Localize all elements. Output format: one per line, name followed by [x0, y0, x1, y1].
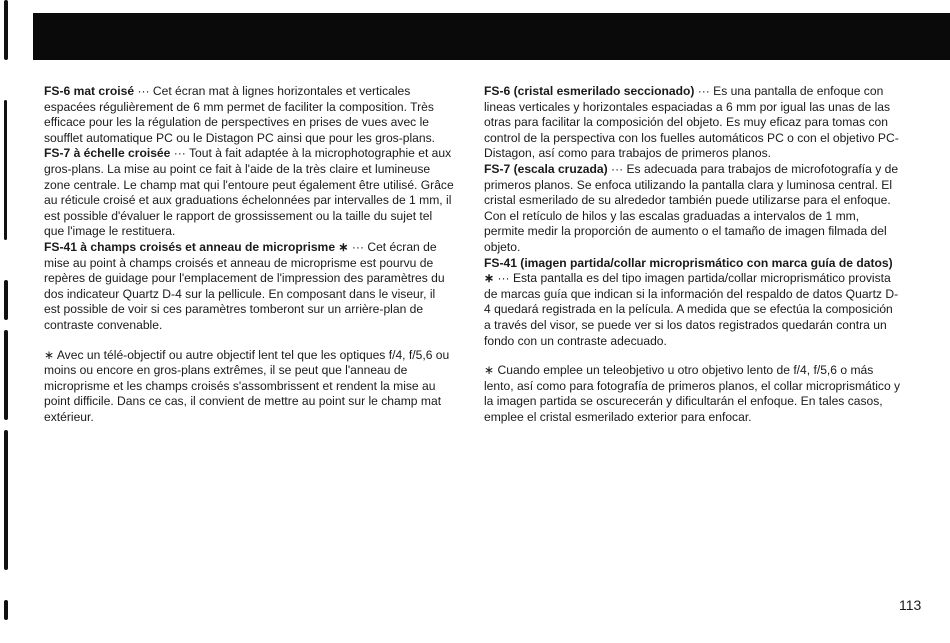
term: FS-7 à échelle croisée: [44, 146, 171, 161]
term: FS-41 à champs croisés et anneau de microprisme ∗: [44, 239, 349, 254]
term: FS-7 (escala cruzada): [484, 161, 608, 176]
description: ··· Cet écran mat à lignes horizontales et verticales espacées régulièrement de 6 mm permet de faciliter la composition. Très efficace pour les la régulation de perspectives en prises de vues avec le soufflet automatique PC ou le Distagon PC ainsi que pour les gros-plans.: [44, 84, 436, 145]
entry-fs7-es: [484, 162, 902, 256]
entry-fs7-fr: [44, 146, 454, 240]
description: ··· Cet écran de mise au point à champs croisés et anneau de microprisme est pourvu de repères de guidage pour l'emplacement de l'impression des paramètres du dos indicateur Quartz D-4 sur la pellicule. En composant dans le viseur, il est possible de voir si ces paramètres tomberont sur un arrière-plan de contraste convenable.: [44, 239, 445, 332]
page-number: 113: [899, 597, 922, 613]
entry-fs6-fr: [44, 84, 454, 146]
term: FS-6 mat croisé: [44, 84, 135, 98]
description: ··· Esta pantalla es del tipo imagen partida/collar microprismático provista de marcas guía que indican si la información del respaldo de datos Quartz D-4 quedará registrada en la película. A medida que se efectúa la composición a través del visor, se puede ver si los datos registrados quedarán contra un fondo con un contraste adecuado.: [484, 271, 899, 348]
header-bar: [33, 13, 950, 60]
entry-fs41-es: [484, 256, 902, 350]
term: FS-41 (imagen partida/collar microprismático con marca guía de datos) ∗: [484, 255, 893, 286]
entry-fs6-es: [484, 84, 902, 162]
term: FS-6 (cristal esmerilado seccionado): [484, 84, 695, 98]
spanish-column: [484, 84, 902, 425]
footnote-fr: ∗ Avec un télé-objectif ou autre objectif lent tel que les optiques f/4, f/5,6 ou moins ou encore en gros-plans extrêmes, il se peut que l'anneau de microprisme et les champs croisés s'assombrissent et rendent la mise au point difficile. Dans ce cas, il convient de mettre au point sur le champ mat extérieur.: [44, 347, 450, 424]
footnote-es: ∗ Cuando emplee un teleobjetivo u otro objetivo lento de f/4, f/5,6 o más lento, así como para fotografía de primeros planos, el collar microprismático y la imagen partida se oscurecerán y dificultarán el enfoque. En tales casos, emplee el cristal esmerilado exterior para enfocar.: [484, 363, 901, 424]
description: ··· Es adecuada para trabajos de microfotografía y de primeros planos. Se enfoca utilizando la pantalla clara y luminosa central. El cristal esmerilado de su alrededor también puede utilizarse para el enfoque. Con el retículo de hilos y las escalas graduadas a intervalos de 1 mm, permite medir la proporción de aumento o el tamaño de imagen filmada del objeto.: [484, 161, 899, 254]
description: ··· Tout à fait adaptée à la microphotographie et aux gros-plans. La mise au point ce fait à l'aide de la très claire et lumineuse zone centrale. Le champ mat qui l'entoure peut également être utilisé. Grâce au réticule croisé et aux graduations échelonnées par intervalles de 1 mm, il est possible d'évaluer le rapport de grossissement ou la taille du sujet tel que l'image le restituera.: [44, 146, 454, 239]
description: ··· Es una pantalla de enfoque con lineas verticales y horizontales espaciadas a 6 mm por igual las unas de las otras para facilitar la composición del objeto. Es muy eficaz para tomas con control de la perspectiva con los fuelles automáticos PC o con el objetivo PC-Distagon, así como para trabajos de primeros planos.: [484, 84, 899, 161]
binding-edge-marks: [0, 0, 12, 643]
french-column: [44, 84, 454, 425]
entry-fs41-fr: [44, 240, 454, 334]
